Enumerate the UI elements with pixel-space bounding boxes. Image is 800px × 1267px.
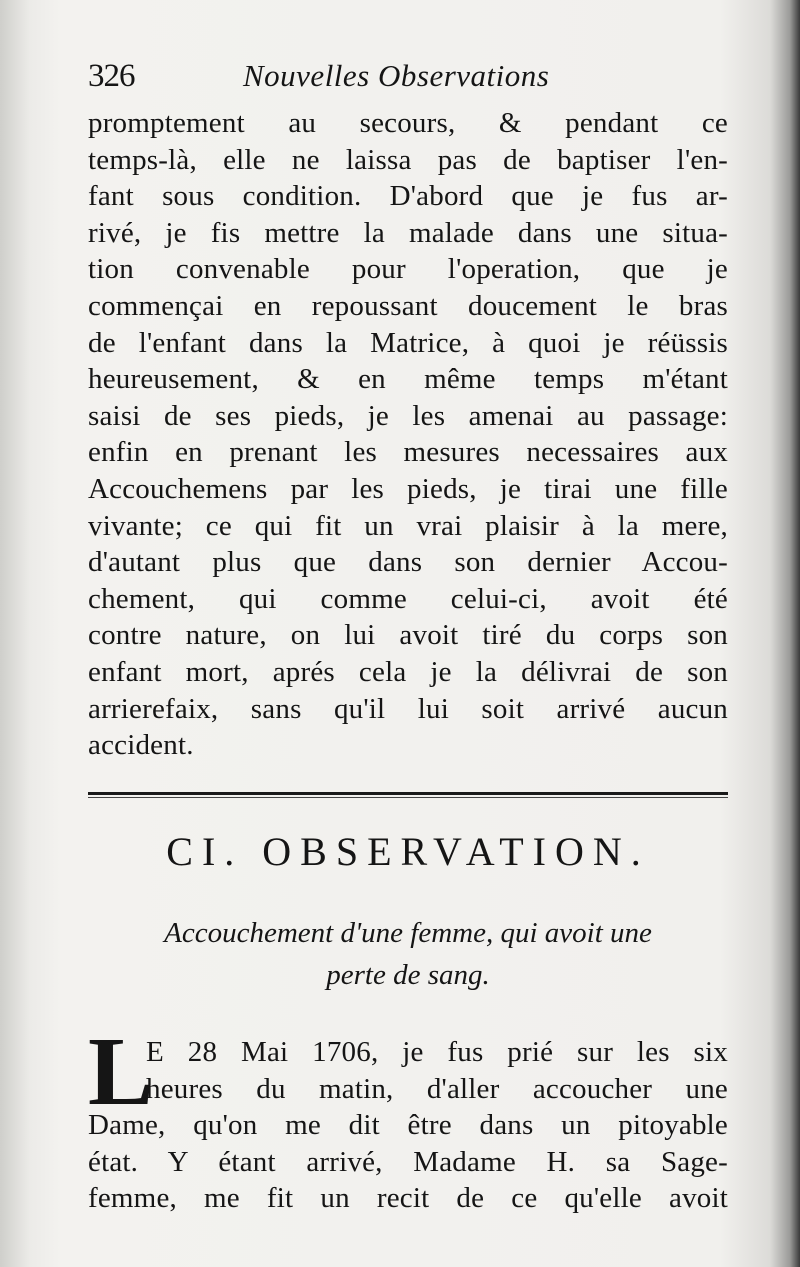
text-line: tion convenable pour l'operation, que je [88, 253, 728, 286]
running-head: Nouvelles Observations [243, 58, 550, 93]
text-line: temps-là, elle ne laissa pas de baptiser l'en- [88, 143, 728, 176]
text-line: vivante; ce qui fit un vrai plaisir à la mere, [88, 509, 728, 542]
text-line: enfin en prenant les mesures necessaires aux [88, 436, 728, 469]
section-divider [88, 792, 728, 795]
subtitle-line: Accouchement d'une femme, qui avoit une [164, 917, 652, 949]
text-line: d'autant plus que dans son dernier Accou- [88, 546, 728, 579]
text-line: Accouchemens par les pieds, je tirai une fille [88, 472, 728, 505]
paragraph-new [88, 1018, 728, 1217]
paragraph-continued [88, 105, 728, 764]
text-line: fant sous condition. D'abord que je fus ar- [88, 180, 728, 213]
text-line: heureusement, & en même temps m'étant [88, 363, 728, 396]
subtitle-line: perte de sang. [326, 959, 490, 991]
drop-cap: L [88, 1018, 154, 1126]
section-subtitle [88, 912, 728, 996]
text-line: E 28 Mai 1706, je fus prié sur les six [146, 1036, 728, 1068]
text-line: promptement au secours, & pendant ce [88, 107, 728, 139]
text-line: femme, me fit un recit de ce qu'elle avoit [88, 1182, 728, 1215]
text-line: heures du matin, d'aller accoucher une [146, 1072, 728, 1105]
text-line: contre nature, on lui avoit tiré du corps son [88, 619, 728, 652]
section-divider-thin [88, 797, 728, 798]
page-number: 326 [88, 58, 135, 94]
section-title: CI. OBSERVATION. [166, 829, 650, 874]
text-line: rivé, je fis mettre la malade dans une situa- [88, 216, 728, 249]
text-line: commençai en repoussant doucement le bras [88, 289, 728, 322]
text-line: arrierefaix, sans qu'il lui soit arrivé aucun [88, 692, 728, 725]
text-line: de l'enfant dans la Matrice, à quoi je réüssis [88, 326, 728, 359]
text-line: saisi de ses pieds, je les amenai au passage: [88, 399, 728, 432]
text-line: accident. [88, 729, 194, 762]
page-header [88, 58, 728, 102]
text-line: état. Y étant arrivé, Madame H. sa Sage- [88, 1145, 728, 1178]
text-line: enfant mort, aprés cela je la délivrai de son [88, 655, 728, 688]
text-line: Dame, qu'on me dit être dans un pitoyable [88, 1109, 728, 1142]
text-line: chement, qui comme celui-ci, avoit été [88, 582, 728, 615]
